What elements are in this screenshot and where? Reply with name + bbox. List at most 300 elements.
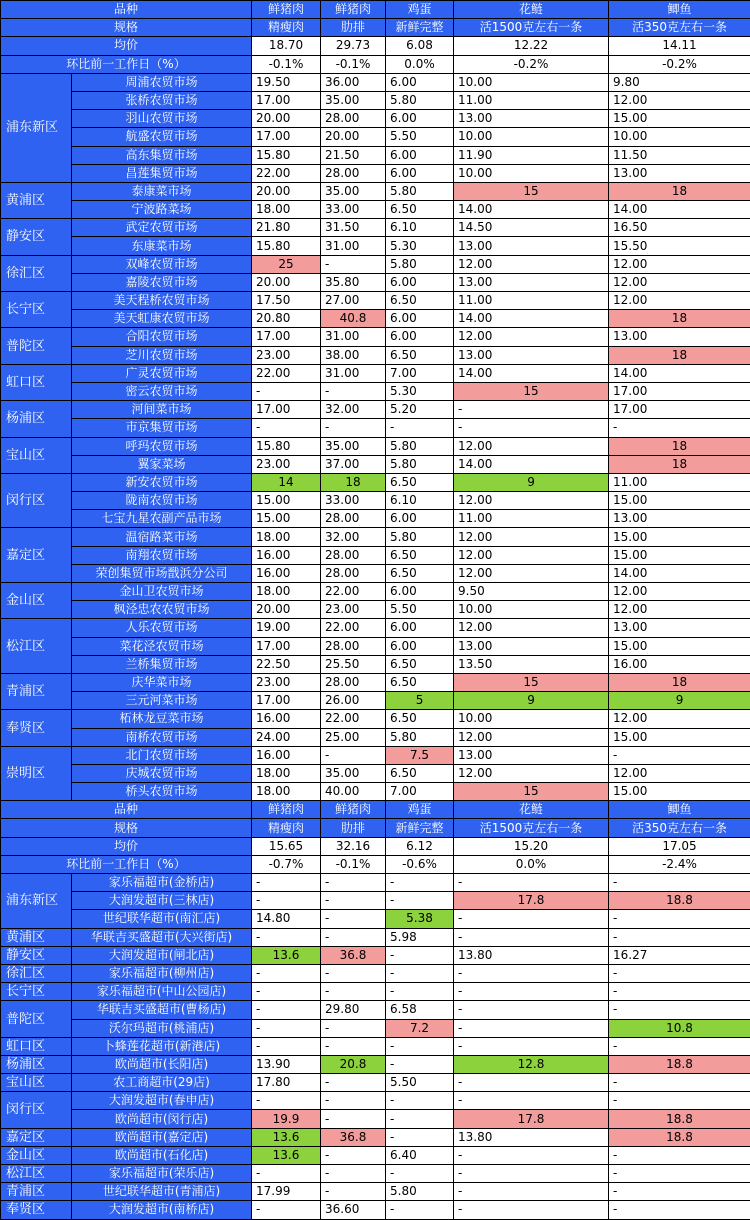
price-cell-crucian-carp: - xyxy=(609,1146,750,1164)
price-cell-spareribs: 22.00 xyxy=(321,619,386,637)
market-name-cell: 芝川农贸市场 xyxy=(72,346,252,364)
district-cell: 青浦区 xyxy=(1,1183,72,1201)
market-name-cell: 昌莲集贸市场 xyxy=(72,164,252,182)
price-cell-silver-carp: - xyxy=(454,1074,609,1092)
price-cell-lean-pork: 19.50 xyxy=(252,73,321,91)
price-cell-eggs: 5.30 xyxy=(386,237,454,255)
variety-header-crucian-carp: 鲫鱼 xyxy=(609,1,750,19)
table-row xyxy=(1,255,750,273)
price-cell-eggs: 5.80 xyxy=(386,255,454,273)
price-cell-eggs: 5.50 xyxy=(386,601,454,619)
price-cell-eggs: 6.00 xyxy=(386,510,454,528)
district-cell: 静安区 xyxy=(1,946,72,964)
variety-header-eggs: 鸡蛋 xyxy=(386,801,454,819)
price-cell-lean-pork: - xyxy=(252,1019,321,1037)
district-cell: 奉贤区 xyxy=(1,1201,72,1219)
price-cell-silver-carp: 9 xyxy=(454,692,609,710)
price-cell-silver-carp: 13.80 xyxy=(454,1128,609,1146)
price-cell-spareribs: 40.8 xyxy=(321,310,386,328)
price-table-body xyxy=(1,1,750,1220)
price-cell-eggs: 6.50 xyxy=(386,346,454,364)
change-percent-row xyxy=(1,55,750,73)
price-cell-lean-pork: 24.00 xyxy=(252,728,321,746)
market-name-cell: 广灵农贸市场 xyxy=(72,364,252,382)
price-cell-silver-carp: 14.00 xyxy=(454,364,609,382)
price-cell-spareribs: 35.80 xyxy=(321,273,386,291)
price-cell-eggs: - xyxy=(386,1165,454,1183)
change-percent-lean-pork: -0.1% xyxy=(252,55,321,73)
price-cell-spareribs: 28.00 xyxy=(321,110,386,128)
price-cell-silver-carp: 14.00 xyxy=(454,455,609,473)
market-name-cell: 金山卫农贸市场 xyxy=(72,583,252,601)
price-cell-eggs: - xyxy=(386,983,454,1001)
price-cell-silver-carp: 14.00 xyxy=(454,310,609,328)
price-cell-spareribs: 28.00 xyxy=(321,637,386,655)
average-price-spareribs: 32.16 xyxy=(321,837,386,855)
spec-header-silver-carp: 活1500克左右一条 xyxy=(454,819,609,837)
price-cell-silver-carp: - xyxy=(454,1201,609,1219)
price-cell-crucian-carp: 13.00 xyxy=(609,510,750,528)
price-cell-crucian-carp: 15.50 xyxy=(609,237,750,255)
market-name-cell: 北门农贸市场 xyxy=(72,746,252,764)
price-cell-eggs: 6.00 xyxy=(386,328,454,346)
price-cell-crucian-carp: 18 xyxy=(609,455,750,473)
table-row xyxy=(1,1146,750,1164)
price-cell-silver-carp: 12.00 xyxy=(454,492,609,510)
price-cell-eggs: 5.80 xyxy=(386,455,454,473)
price-cell-silver-carp: 13.80 xyxy=(454,946,609,964)
price-cell-silver-carp: - xyxy=(454,1019,609,1037)
table-row xyxy=(1,110,750,128)
table-row xyxy=(1,1128,750,1146)
market-name-cell: 农工商超市(29店) xyxy=(72,1074,252,1092)
district-cell: 徐汇区 xyxy=(1,964,72,982)
price-cell-crucian-carp: 15.00 xyxy=(609,546,750,564)
variety-header-label: 品种 xyxy=(1,801,252,819)
price-cell-silver-carp: 12.00 xyxy=(454,437,609,455)
price-cell-lean-pork: 22.50 xyxy=(252,655,321,673)
price-cell-silver-carp: 10.00 xyxy=(454,128,609,146)
price-cell-eggs: 6.50 xyxy=(386,673,454,691)
table-row xyxy=(1,746,750,764)
price-cell-spareribs: - xyxy=(321,255,386,273)
table-row xyxy=(1,1019,750,1037)
district-cell: 黄浦区 xyxy=(1,928,72,946)
table-row xyxy=(1,73,750,91)
price-cell-lean-pork: - xyxy=(252,419,321,437)
price-cell-eggs: 6.50 xyxy=(386,546,454,564)
price-cell-lean-pork: - xyxy=(252,382,321,400)
price-cell-silver-carp: 11.00 xyxy=(454,292,609,310)
market-name-cell: 美天程桥农贸市场 xyxy=(72,292,252,310)
district-cell: 长宁区 xyxy=(1,292,72,328)
price-cell-crucian-carp: 11.50 xyxy=(609,146,750,164)
price-cell-spareribs: 31.00 xyxy=(321,328,386,346)
price-cell-eggs: 5.98 xyxy=(386,928,454,946)
change-percent-eggs: -0.6% xyxy=(386,855,454,873)
price-cell-spareribs: 20.8 xyxy=(321,1055,386,1073)
market-name-cell: 人乐农贸市场 xyxy=(72,619,252,637)
price-cell-eggs: 6.50 xyxy=(386,655,454,673)
table-row xyxy=(1,910,750,928)
market-name-cell: 南桥农贸市场 xyxy=(72,728,252,746)
price-cell-crucian-carp: 15.00 xyxy=(609,637,750,655)
price-cell-crucian-carp: 16.27 xyxy=(609,946,750,964)
price-cell-silver-carp: 13.00 xyxy=(454,637,609,655)
table-row xyxy=(1,874,750,892)
price-cell-lean-pork: - xyxy=(252,1092,321,1110)
price-cell-crucian-carp: 12.00 xyxy=(609,601,750,619)
price-cell-lean-pork: 22.00 xyxy=(252,164,321,182)
price-cell-crucian-carp: - xyxy=(609,1037,750,1055)
table-row xyxy=(1,364,750,382)
price-cell-spareribs: 35.00 xyxy=(321,764,386,782)
variety-header-silver-carp: 花鲢 xyxy=(454,801,609,819)
variety-header-label: 品种 xyxy=(1,1,252,19)
district-cell: 普陀区 xyxy=(1,1001,72,1037)
district-cell: 静安区 xyxy=(1,219,72,255)
price-cell-eggs: - xyxy=(386,1110,454,1128)
table-row xyxy=(1,1037,750,1055)
average-price-crucian-carp: 14.11 xyxy=(609,37,750,55)
price-cell-crucian-carp: 12.00 xyxy=(609,583,750,601)
price-cell-eggs: 7.5 xyxy=(386,746,454,764)
price-cell-lean-pork: 15.80 xyxy=(252,146,321,164)
price-cell-spareribs: 28.00 xyxy=(321,564,386,582)
change-percent-crucian-carp: -2.4% xyxy=(609,855,750,873)
average-price-label: 均价 xyxy=(1,37,252,55)
price-cell-silver-carp: 12.8 xyxy=(454,1055,609,1073)
table-row xyxy=(1,510,750,528)
district-cell: 松江区 xyxy=(1,1165,72,1183)
price-cell-spareribs: 28.00 xyxy=(321,164,386,182)
market-name-cell: 三元河菜市场 xyxy=(72,692,252,710)
variety-header-spareribs: 鲜猪肉 xyxy=(321,1,386,19)
price-cell-eggs: 7.2 xyxy=(386,1019,454,1037)
district-cell: 嘉定区 xyxy=(1,1128,72,1146)
price-cell-lean-pork: 16.00 xyxy=(252,710,321,728)
price-cell-crucian-carp: 16.00 xyxy=(609,655,750,673)
district-cell: 闵行区 xyxy=(1,473,72,528)
price-cell-silver-carp: 12.00 xyxy=(454,619,609,637)
price-cell-spareribs: 26.00 xyxy=(321,692,386,710)
change-percent-spareribs: -0.1% xyxy=(321,855,386,873)
price-cell-lean-pork: 17.00 xyxy=(252,401,321,419)
table-row xyxy=(1,310,750,328)
price-cell-spareribs: - xyxy=(321,1092,386,1110)
market-name-cell: 周浦农贸市场 xyxy=(72,73,252,91)
price-cell-spareribs: 28.00 xyxy=(321,673,386,691)
price-cell-silver-carp: - xyxy=(454,910,609,928)
price-cell-silver-carp: 10.00 xyxy=(454,710,609,728)
price-cell-silver-carp: - xyxy=(454,874,609,892)
price-cell-lean-pork: 13.6 xyxy=(252,1146,321,1164)
price-cell-lean-pork: 13.6 xyxy=(252,946,321,964)
price-cell-spareribs: 32.00 xyxy=(321,528,386,546)
price-cell-silver-carp: 12.00 xyxy=(454,255,609,273)
price-cell-lean-pork: - xyxy=(252,892,321,910)
table-row xyxy=(1,473,750,491)
variety-header-eggs: 鸡蛋 xyxy=(386,1,454,19)
market-name-cell: 呼玛农贸市场 xyxy=(72,437,252,455)
price-cell-silver-carp: 13.50 xyxy=(454,655,609,673)
table-row xyxy=(1,1183,750,1201)
price-cell-crucian-carp: 18 xyxy=(609,310,750,328)
price-cell-silver-carp: 13.00 xyxy=(454,346,609,364)
change-percent-row xyxy=(1,855,750,873)
table-row xyxy=(1,292,750,310)
price-cell-eggs: - xyxy=(386,419,454,437)
change-percent-label: 环比前一工作日（%） xyxy=(1,855,252,873)
price-cell-lean-pork: 17.99 xyxy=(252,1183,321,1201)
price-cell-eggs: 5 xyxy=(386,692,454,710)
price-cell-silver-carp: - xyxy=(454,964,609,982)
table-row xyxy=(1,546,750,564)
price-cell-eggs: 6.00 xyxy=(386,637,454,655)
market-name-cell: 张桥农贸市场 xyxy=(72,91,252,109)
spec-header-spareribs: 肋排 xyxy=(321,819,386,837)
table-row xyxy=(1,728,750,746)
spec-header-row xyxy=(1,819,750,837)
price-cell-crucian-carp: 15.00 xyxy=(609,110,750,128)
market-name-cell: 七宝九星农副产品市场 xyxy=(72,510,252,528)
variety-header-crucian-carp: 鲫鱼 xyxy=(609,801,750,819)
price-cell-silver-carp: - xyxy=(454,1165,609,1183)
price-cell-lean-pork: - xyxy=(252,983,321,1001)
price-cell-spareribs: 21.50 xyxy=(321,146,386,164)
table-row xyxy=(1,437,750,455)
price-cell-spareribs: - xyxy=(321,892,386,910)
spec-header-lean-pork: 精瘦肉 xyxy=(252,19,321,37)
table-row xyxy=(1,91,750,109)
price-cell-lean-pork: 15.00 xyxy=(252,510,321,528)
district-cell: 青浦区 xyxy=(1,673,72,709)
price-cell-silver-carp: 11.90 xyxy=(454,146,609,164)
price-cell-lean-pork: 16.00 xyxy=(252,746,321,764)
price-cell-crucian-carp: 17.00 xyxy=(609,401,750,419)
price-cell-crucian-carp: 17.00 xyxy=(609,382,750,400)
price-cell-eggs: - xyxy=(386,964,454,982)
price-cell-silver-carp: 13.00 xyxy=(454,273,609,291)
price-cell-crucian-carp: 13.00 xyxy=(609,164,750,182)
price-cell-eggs: 6.10 xyxy=(386,219,454,237)
price-cell-crucian-carp: 18.8 xyxy=(609,1128,750,1146)
market-name-cell: 庆华菜市场 xyxy=(72,673,252,691)
market-name-cell: 桥头农贸市场 xyxy=(72,783,252,801)
price-cell-spareribs: - xyxy=(321,1037,386,1055)
price-cell-eggs: - xyxy=(386,1092,454,1110)
market-name-cell: 欧尚超市(石化店) xyxy=(72,1146,252,1164)
price-cell-lean-pork: 18.00 xyxy=(252,783,321,801)
price-cell-spareribs: 36.60 xyxy=(321,1201,386,1219)
district-cell: 闵行区 xyxy=(1,1092,72,1128)
spec-header-lean-pork: 精瘦肉 xyxy=(252,819,321,837)
market-name-cell: 大润发超市(闸北店) xyxy=(72,946,252,964)
district-cell: 长宁区 xyxy=(1,983,72,1001)
price-cell-silver-carp: 15 xyxy=(454,783,609,801)
price-cell-silver-carp: 15 xyxy=(454,182,609,200)
price-cell-lean-pork: 15.80 xyxy=(252,237,321,255)
price-cell-spareribs: 36.8 xyxy=(321,1128,386,1146)
price-cell-spareribs: - xyxy=(321,1019,386,1037)
price-cell-spareribs: 27.00 xyxy=(321,292,386,310)
district-cell: 杨浦区 xyxy=(1,401,72,437)
average-price-row xyxy=(1,837,750,855)
price-cell-silver-carp: 12.00 xyxy=(454,764,609,782)
price-cell-spareribs: 23.00 xyxy=(321,601,386,619)
price-cell-spareribs: - xyxy=(321,874,386,892)
price-cell-lean-pork: 19.00 xyxy=(252,619,321,637)
price-cell-spareribs: 33.00 xyxy=(321,492,386,510)
table-row xyxy=(1,692,750,710)
price-cell-spareribs: 40.00 xyxy=(321,783,386,801)
price-cell-lean-pork: - xyxy=(252,928,321,946)
district-cell: 奉贤区 xyxy=(1,710,72,746)
market-name-cell: 羽山农贸市场 xyxy=(72,110,252,128)
price-cell-silver-carp: - xyxy=(454,1092,609,1110)
market-name-cell: 家乐福超市(中山公园店) xyxy=(72,983,252,1001)
price-cell-lean-pork: 18.00 xyxy=(252,583,321,601)
market-name-cell: 欧尚超市(闵行店) xyxy=(72,1110,252,1128)
average-price-crucian-carp: 17.05 xyxy=(609,837,750,855)
price-cell-crucian-carp: 15.00 xyxy=(609,728,750,746)
table-row xyxy=(1,492,750,510)
price-cell-crucian-carp: 11.00 xyxy=(609,473,750,491)
market-name-cell: 世纪联华超市(青浦店) xyxy=(72,1183,252,1201)
price-cell-crucian-carp: 13.00 xyxy=(609,619,750,637)
price-cell-spareribs: - xyxy=(321,1165,386,1183)
market-name-cell: 兰桥集贸市场 xyxy=(72,655,252,673)
market-name-cell: 温宿路菜市场 xyxy=(72,528,252,546)
price-cell-lean-pork: 25 xyxy=(252,255,321,273)
table-row xyxy=(1,346,750,364)
table-row xyxy=(1,928,750,946)
price-cell-silver-carp: 11.00 xyxy=(454,510,609,528)
district-cell: 宝山区 xyxy=(1,1074,72,1092)
price-cell-silver-carp: 13.00 xyxy=(454,237,609,255)
price-cell-silver-carp: - xyxy=(454,928,609,946)
price-cell-lean-pork: 20.00 xyxy=(252,182,321,200)
price-cell-silver-carp: 12.00 xyxy=(454,564,609,582)
table-row xyxy=(1,583,750,601)
district-cell: 普陀区 xyxy=(1,328,72,364)
price-cell-eggs: - xyxy=(386,1055,454,1073)
price-cell-crucian-carp: 14.00 xyxy=(609,564,750,582)
table-row xyxy=(1,1055,750,1073)
variety-header-spareribs: 鲜猪肉 xyxy=(321,801,386,819)
average-price-spareribs: 29.73 xyxy=(321,37,386,55)
price-cell-lean-pork: - xyxy=(252,964,321,982)
price-cell-silver-carp: 17.8 xyxy=(454,892,609,910)
table-row xyxy=(1,237,750,255)
price-cell-crucian-carp: 18 xyxy=(609,182,750,200)
price-cell-eggs: 5.80 xyxy=(386,182,454,200)
price-cell-lean-pork: 21.80 xyxy=(252,219,321,237)
price-cell-crucian-carp: 18.8 xyxy=(609,1110,750,1128)
price-cell-crucian-carp: - xyxy=(609,1001,750,1019)
price-cell-eggs: 6.50 xyxy=(386,564,454,582)
price-cell-spareribs: - xyxy=(321,746,386,764)
price-cell-spareribs: - xyxy=(321,382,386,400)
market-name-cell: 航盛农贸市场 xyxy=(72,128,252,146)
spec-header-eggs: 新鲜完整 xyxy=(386,19,454,37)
spec-header-crucian-carp: 活350克左右一条 xyxy=(609,19,750,37)
price-cell-lean-pork: 18.00 xyxy=(252,528,321,546)
market-name-cell: 柘林龙豆菜市场 xyxy=(72,710,252,728)
price-cell-eggs: 6.50 xyxy=(386,473,454,491)
district-cell: 金山区 xyxy=(1,1146,72,1164)
price-cell-lean-pork: 23.00 xyxy=(252,455,321,473)
average-price-silver-carp: 15.20 xyxy=(454,837,609,855)
market-name-cell: 合阳农贸市场 xyxy=(72,328,252,346)
average-price-lean-pork: 15.65 xyxy=(252,837,321,855)
district-cell: 黄浦区 xyxy=(1,182,72,218)
district-cell: 虹口区 xyxy=(1,1037,72,1055)
price-cell-spareribs: 28.00 xyxy=(321,510,386,528)
price-cell-eggs: 5.80 xyxy=(386,728,454,746)
price-cell-eggs: 6.00 xyxy=(386,110,454,128)
price-cell-crucian-carp: - xyxy=(609,964,750,982)
table-row xyxy=(1,892,750,910)
price-cell-eggs: 6.50 xyxy=(386,201,454,219)
price-cell-spareribs: 37.00 xyxy=(321,455,386,473)
table-row xyxy=(1,1092,750,1110)
price-cell-silver-carp: 12.00 xyxy=(454,546,609,564)
table-row xyxy=(1,946,750,964)
table-row xyxy=(1,382,750,400)
spec-header-label: 规格 xyxy=(1,19,252,37)
price-cell-crucian-carp: 18 xyxy=(609,437,750,455)
price-cell-silver-carp: 10.00 xyxy=(454,601,609,619)
market-name-cell: 宁波路菜场 xyxy=(72,201,252,219)
market-name-cell: 武定农贸市场 xyxy=(72,219,252,237)
price-cell-spareribs: - xyxy=(321,1074,386,1092)
price-cell-crucian-carp: 12.00 xyxy=(609,292,750,310)
table-row xyxy=(1,637,750,655)
price-cell-silver-carp: 10.00 xyxy=(454,164,609,182)
table-row xyxy=(1,764,750,782)
price-cell-silver-carp: 15 xyxy=(454,673,609,691)
price-cell-spareribs: - xyxy=(321,1183,386,1201)
price-cell-spareribs: 31.50 xyxy=(321,219,386,237)
spec-header-eggs: 新鲜完整 xyxy=(386,819,454,837)
price-cell-eggs: 6.00 xyxy=(386,164,454,182)
price-cell-silver-carp: 9.50 xyxy=(454,583,609,601)
table-row xyxy=(1,201,750,219)
market-name-cell: 大润发超市(春申店) xyxy=(72,1092,252,1110)
price-cell-eggs: 6.50 xyxy=(386,710,454,728)
price-cell-eggs: 7.00 xyxy=(386,364,454,382)
price-cell-spareribs: - xyxy=(321,1146,386,1164)
price-cell-eggs: 5.80 xyxy=(386,1183,454,1201)
table-row xyxy=(1,1201,750,1219)
price-cell-eggs: 6.58 xyxy=(386,1001,454,1019)
price-cell-lean-pork: 20.00 xyxy=(252,601,321,619)
price-cell-silver-carp: 9 xyxy=(454,473,609,491)
price-cell-eggs: 5.30 xyxy=(386,382,454,400)
price-cell-spareribs: 36.8 xyxy=(321,946,386,964)
variety-header-silver-carp: 花鲢 xyxy=(454,1,609,19)
price-cell-eggs: 5.20 xyxy=(386,401,454,419)
change-percent-silver-carp: 0.0% xyxy=(454,855,609,873)
price-cell-crucian-carp: - xyxy=(609,746,750,764)
district-cell: 杨浦区 xyxy=(1,1055,72,1073)
price-cell-lean-pork: 16.00 xyxy=(252,564,321,582)
table-row xyxy=(1,1110,750,1128)
price-cell-spareribs: 31.00 xyxy=(321,364,386,382)
price-cell-lean-pork: 23.00 xyxy=(252,346,321,364)
price-cell-spareribs: 38.00 xyxy=(321,346,386,364)
